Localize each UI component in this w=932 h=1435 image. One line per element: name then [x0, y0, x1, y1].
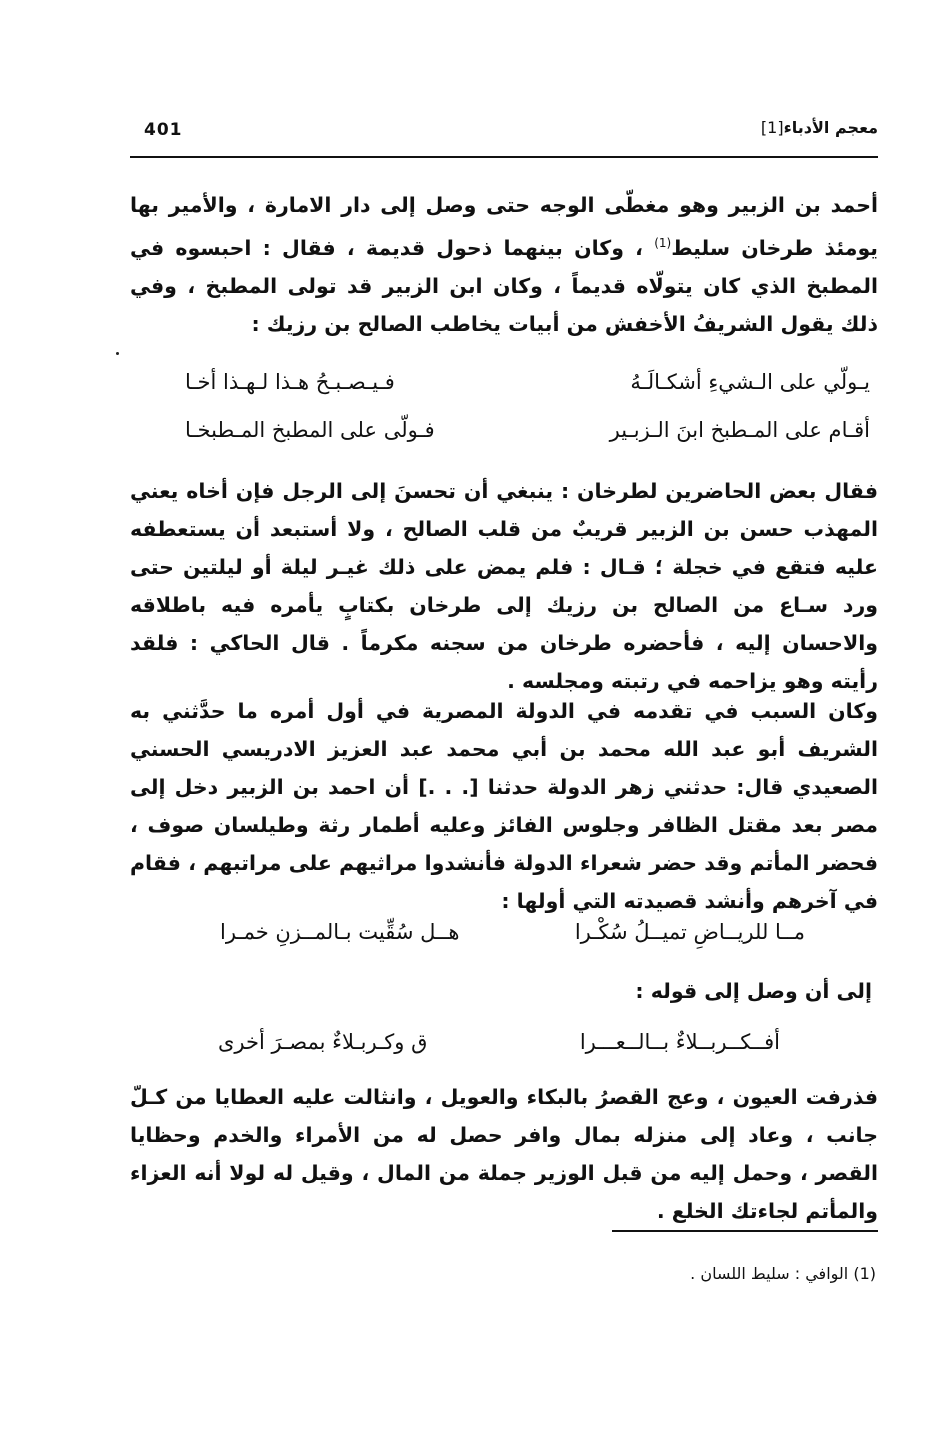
- verse-2-second-hemistich: فـولّى على المطبخ المـطبخـا: [185, 418, 435, 442]
- scan-speck: [116, 352, 119, 355]
- paragraph-4: فذرفت العيون ، وعج القصرُ بالبكاء والعويل ، وانثالت عليه العطايا من كـلّ جانب ، وعاد إلى منزله بمال وافر حصل له من الأمراء والخدم وحظايا القصر ، وحمل إليه من قبل الوزير جملة من المال ، وقيل له لولا أنه العزاء والمأتم لجاءتك الخلع .: [130, 1085, 878, 1223]
- page-header: [130, 110, 878, 158]
- verse-1-first-hemistich: يـولّي على الـشيءِ أشكـالَـهُ: [630, 370, 870, 394]
- footnote-reference: (1): [654, 236, 672, 250]
- page-number: 401: [144, 120, 183, 140]
- verse-3-second-hemistich: هــل سُقِّيت بـالمــزنِ خمـرا: [220, 920, 460, 944]
- paragraph-3: وكان السبب في تقدمه في الدولة المصرية في أول أمره ما حدَّثني به الشريف أبو عبد الله محمد بن أبي محمد عبد العزيز الادريسي الحسني الصعيدي قال: حدثني زهر الدولة حدثنا [. . .] أن احمد بن الزبير دخل إلى مصر بعد مقتل الظافر وجلوس الفائز وعليه أطمار رثة وطيلسان صوف ، فحضر المأتم وقد حضر شعراء الدولة فأنشدوا مراثيهم على مراتبهم ، فقام في آخرهم وأنشد قصيدته التي أولها :: [130, 699, 878, 913]
- paragraph-1-continuation: ، وكان بينهما ذحول قديمة ، فقال : احبسوه في المطبخ الذي كان يتولّاه قديماً ، وكان ابن الزبير قد تولى المطبخ ، وفي ذلك يقول الشريفُ الأخفش من أبيات يخاطب الصالح بن رزيك :: [130, 235, 878, 336]
- verse-2: [150, 410, 870, 450]
- footnote: (1) الوافي : سليط اللسان .: [690, 1264, 876, 1283]
- verse-4: [150, 1022, 870, 1062]
- volume-number: [1]: [760, 118, 784, 137]
- verse-3-first-hemistich: مــا للريــاضِ تميــلُ سُكْـرا: [574, 920, 805, 944]
- verse-3: [150, 912, 870, 952]
- verse-intro-line: إلى أن وصل إلى قوله :: [635, 979, 872, 1003]
- verse-1-second-hemistich: فـيـصـبـحُ هـذا لـهـذا أخـا: [185, 370, 395, 394]
- paragraph-2: فقال بعض الحاضرين لطرخان : ينبغي أن تحسنَ إلى الرجل فإن أخاه يعني المهذب حسن بن الزبير قريبٌ من قلب الصالح ، ولا أستبعد أن يستعطفه عليه فتقع في خجلة ؛ قـال : فلم يمض على ذلك غيـر ليلة أو ليلتين حتى ورد سـاع من الصالح بن رزيك إلى طرخان بكتابٍ يأمره فيه باطلاقه والاحسان إليه ، فأحضره طرخان من سجنه مكرماً . قال الحاكي : فلقد رأيته وهو يزاحمه في رتبته ومجلسه .: [130, 479, 878, 693]
- footnote-divider: [612, 1230, 878, 1232]
- verse-2-first-hemistich: أقـام على المـطبخ ابنَ الـزبـير: [609, 418, 870, 442]
- verse-4-first-hemistich: أفــكــربــلاءٌ بــالــعـــرا: [579, 1030, 780, 1054]
- running-title-text: معجم الأدباء: [783, 118, 878, 137]
- verse-1: [150, 362, 870, 402]
- verse-4-second-hemistich: ق وكـربـلاءٌ بمصـرَ أخرى: [218, 1030, 428, 1054]
- paragraph-1: [130, 186, 878, 343]
- running-title: [761, 118, 878, 137]
- paragraph-1-text: أحمد بن الزبير وهو مغطّى الوجه حتى وصل إلى دار الامارة ، والأمير بها يومئذ طرخان سليط: [130, 193, 879, 260]
